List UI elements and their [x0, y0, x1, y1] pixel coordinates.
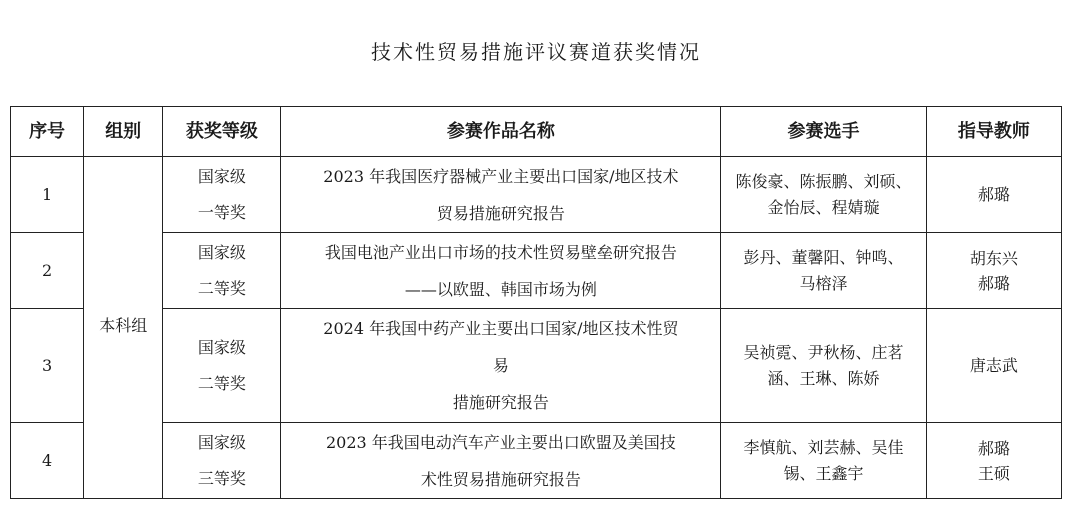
seq-cell: 2	[11, 233, 84, 309]
players-line: 陈俊豪、陈振鹏、刘硕、	[735, 171, 912, 191]
level-line: 国家级	[197, 166, 246, 186]
teacher-name: 胡东兴	[969, 248, 1018, 268]
level-line: 二等奖	[197, 278, 246, 298]
title-line: 术性贸易措施研究报告	[420, 469, 581, 489]
level-line: 二等奖	[197, 373, 246, 393]
title-line: 我国电池产业出口市场的技术性贸易壁垒研究报告	[324, 242, 677, 262]
title-line: 2024 年我国中药产业主要出口国家/地区技术性贸	[323, 319, 679, 338]
level-cell	[163, 157, 281, 233]
teacher-name: 郝璐	[977, 273, 1010, 293]
header-group: 组别	[84, 107, 163, 157]
title-cell	[281, 309, 721, 423]
title-line: 易	[492, 356, 509, 375]
title-line: 贸易措施研究报告	[436, 203, 565, 223]
header-title: 参赛作品名称	[281, 107, 721, 157]
title-line: ——以欧盟、韩国市场为例	[404, 279, 597, 299]
teachers-cell	[926, 309, 1061, 423]
level-cell	[163, 309, 281, 423]
players-line: 马榕泽	[799, 273, 848, 293]
players-line: 李慎航、刘芸赫、吴佳	[743, 437, 904, 457]
seq-cell: 3	[11, 309, 84, 423]
group-cell: 本科组	[84, 157, 163, 499]
players-line: 涵、王琳、陈娇	[767, 368, 880, 388]
level-line: 三等奖	[197, 468, 246, 488]
header-seq: 序号	[11, 107, 84, 157]
players-line: 锡、王鑫宇	[783, 463, 864, 483]
table-header-row	[11, 107, 1062, 157]
header-teachers: 指导教师	[926, 107, 1061, 157]
players-cell	[721, 233, 926, 309]
document-title: 技术性贸易措施评议赛道获奖情况	[371, 40, 701, 64]
teachers-cell	[926, 233, 1061, 309]
players-cell	[721, 423, 926, 499]
table-row	[11, 157, 1062, 233]
players-cell	[721, 157, 926, 233]
table-row	[11, 233, 1062, 309]
title-line: 2023 年我国电动汽车产业主要出口欧盟及美国技	[325, 432, 676, 452]
title-line: 2023 年我国医疗器械产业主要出口国家/地区技术	[323, 166, 679, 186]
teacher-name: 唐志武	[969, 356, 1018, 375]
players-line: 吴祯霓、尹秋杨、庄茗	[743, 342, 904, 362]
table-row	[11, 423, 1062, 499]
table-row	[11, 309, 1062, 423]
seq-cell: 1	[11, 157, 84, 233]
teachers-cell	[926, 423, 1061, 499]
seq-cell: 4	[11, 423, 84, 499]
header-players: 参赛选手	[721, 107, 926, 157]
level-line: 一等奖	[197, 202, 246, 222]
level-line: 国家级	[197, 242, 246, 262]
title-cell	[281, 423, 721, 499]
teacher-name: 郝璐	[977, 438, 1010, 458]
title-cell	[281, 233, 721, 309]
teacher-name: 王硕	[977, 463, 1010, 483]
players-line: 金怡辰、程婧璇	[767, 197, 880, 217]
teacher-name: 郝璐	[977, 185, 1010, 204]
awards-table	[10, 106, 1062, 499]
title-cell	[281, 157, 721, 233]
level-cell	[163, 233, 281, 309]
players-line: 彭丹、董馨阳、钟鸣、	[743, 247, 904, 267]
teachers-cell	[926, 157, 1061, 233]
header-level: 获奖等级	[163, 107, 281, 157]
title-line: 措施研究报告	[452, 393, 549, 412]
level-line: 国家级	[197, 432, 246, 452]
level-cell	[163, 423, 281, 499]
level-line: 国家级	[197, 337, 246, 357]
players-cell	[721, 309, 926, 423]
